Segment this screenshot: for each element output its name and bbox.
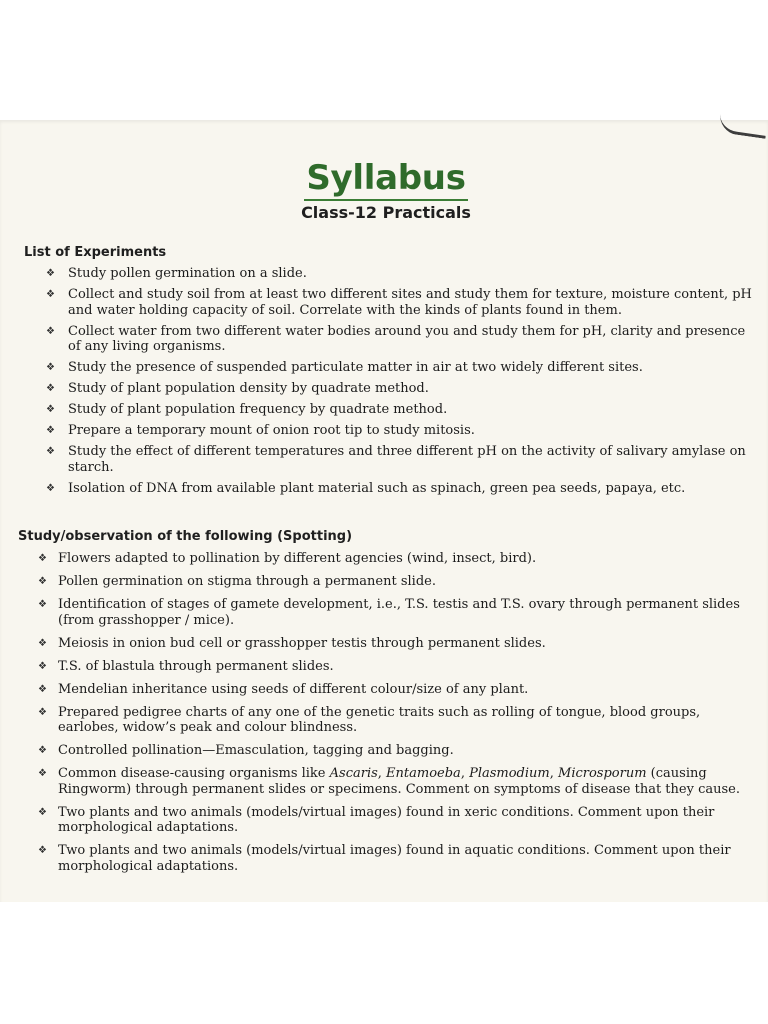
list-item-text: Controlled pollination—Emasculation, tagging and bagging. xyxy=(58,743,454,758)
list-item xyxy=(38,659,762,675)
diamond-bullet-icon: ❖ xyxy=(46,425,55,436)
diamond-bullet-icon: ❖ xyxy=(46,362,55,373)
diamond-bullet-icon: ❖ xyxy=(46,268,55,279)
list-item-text: Two plants and two animals (models/virtual images) found in aquatic conditions. Comment upon their morphological adaptations. xyxy=(58,843,731,874)
list-item xyxy=(38,574,762,590)
list-item xyxy=(38,843,762,874)
diamond-bullet-icon: ❖ xyxy=(38,637,47,649)
list-item-text: Mendelian inheritance using seeds of different colour/size of any plant. xyxy=(58,681,529,697)
diamond-bullet-icon: ❖ xyxy=(38,660,47,672)
list-item-text: Study the effect of different temperatures and three different pH on the activity of salivary amylase on starch. xyxy=(68,444,746,475)
page-title: Syllabus xyxy=(306,158,466,198)
organism-name: Microsporum xyxy=(558,766,647,781)
diamond-bullet-icon: ❖ xyxy=(38,599,47,610)
list-item-text: Pollen germination on stigma through a permanent slide. xyxy=(58,574,436,589)
organism-name: Plasmodium xyxy=(469,766,550,781)
organism-separator: , xyxy=(549,766,559,781)
list-item-text: Study pollen germination on a slide. xyxy=(68,266,307,281)
list-item xyxy=(38,551,762,567)
diamond-bullet-icon: ❖ xyxy=(38,806,47,818)
diamond-bullet-icon: ❖ xyxy=(38,683,47,695)
list-item-text: Isolation of DNA from available plant material such as spinach, green pea seeds, papaya, etc. xyxy=(68,480,686,496)
list-item xyxy=(38,705,762,736)
section-heading-experiments: List of Experiments xyxy=(24,245,167,260)
organism-separator: , xyxy=(377,766,387,781)
diamond-bullet-icon: ❖ xyxy=(46,446,55,457)
list-item xyxy=(46,324,758,355)
list-item-text: Identification of stages of gamete development, i.e., T.S. testis and T.S. ovary through permanent slides (from grasshopper / mice). xyxy=(58,597,740,628)
list-item-text: Study the presence of suspended particulate matter in air at two widely different sites. xyxy=(68,360,643,375)
organisms-suffix: (causing Ringworm) through permanent slides or specimens. Comment on symptoms of disease that they cause. xyxy=(58,766,740,797)
list-item-text: Prepare a temporary mount of onion root tip to study mitosis. xyxy=(68,423,475,438)
experiments-list xyxy=(46,266,758,502)
diamond-bullet-icon: ❖ xyxy=(46,383,55,394)
organism-separator: , xyxy=(460,766,470,781)
list-item-text: Meiosis in onion bud cell or grasshopper testis through permanent slides. xyxy=(58,635,546,651)
diamond-bullet-icon: ❖ xyxy=(38,745,47,756)
list-item-text: Prepared pedigree charts of any one of the genetic traits such as rolling of tongue, blood groups, earlobes, widow’s peak and colour blindness. xyxy=(58,704,701,735)
list-item-text xyxy=(58,766,740,797)
list-item xyxy=(46,423,758,439)
list-item xyxy=(46,287,758,318)
diamond-bullet-icon: ❖ xyxy=(38,553,47,564)
section-heading-spotting: Study/observation of the following (Spotting) xyxy=(18,529,353,544)
list-item xyxy=(38,597,762,628)
title-underline xyxy=(304,199,468,201)
list-item-text: Study of plant population frequency by quadrate method. xyxy=(68,402,448,417)
diamond-bullet-icon: ❖ xyxy=(46,289,55,300)
organism-name: Ascaris xyxy=(329,766,378,781)
list-item xyxy=(38,743,762,759)
diamond-bullet-icon: ❖ xyxy=(46,482,55,494)
list-item xyxy=(46,381,758,397)
diamond-bullet-icon: ❖ xyxy=(38,706,47,718)
diamond-bullet-icon: ❖ xyxy=(38,768,47,779)
spotting-list xyxy=(38,551,762,882)
list-item xyxy=(46,481,758,497)
list-item-text: T.S. of blastula through permanent slides. xyxy=(58,658,334,674)
diamond-bullet-icon: ❖ xyxy=(46,325,55,337)
diamond-bullet-icon: ❖ xyxy=(46,404,55,415)
list-item-text: Collect water from two different water bodies around you and study them for pH, clarity and presence of any living organisms. xyxy=(68,323,746,354)
list-item xyxy=(46,360,758,376)
list-item-text: Two plants and two animals (models/virtual images) found in xeric conditions. Comment upon their morphological adaptations. xyxy=(58,804,715,835)
list-item xyxy=(38,805,762,836)
list-item-text: Study of plant population density by quadrate method. xyxy=(68,381,429,396)
list-item-text: Flowers adapted to pollination by different agencies (wind, insect, bird). xyxy=(58,551,537,566)
diamond-bullet-icon: ❖ xyxy=(38,845,47,856)
list-item-text: Collect and study soil from at least two different sites and study them for texture, moisture content, pH and water holding capacity of soil. Correlate with the kinds of plants found in them. xyxy=(68,287,752,318)
diamond-bullet-icon: ❖ xyxy=(38,576,47,587)
list-item xyxy=(46,402,758,418)
page-subtitle: Class-12 Practicals xyxy=(301,203,471,222)
organism-name: Entamoeba xyxy=(386,766,461,781)
list-item xyxy=(38,682,762,698)
list-item xyxy=(46,266,758,282)
list-item xyxy=(38,636,762,652)
list-item xyxy=(38,766,762,797)
title-block xyxy=(0,156,768,230)
organisms-prefix: Common disease-causing organisms like xyxy=(58,766,330,781)
list-item xyxy=(46,444,758,475)
